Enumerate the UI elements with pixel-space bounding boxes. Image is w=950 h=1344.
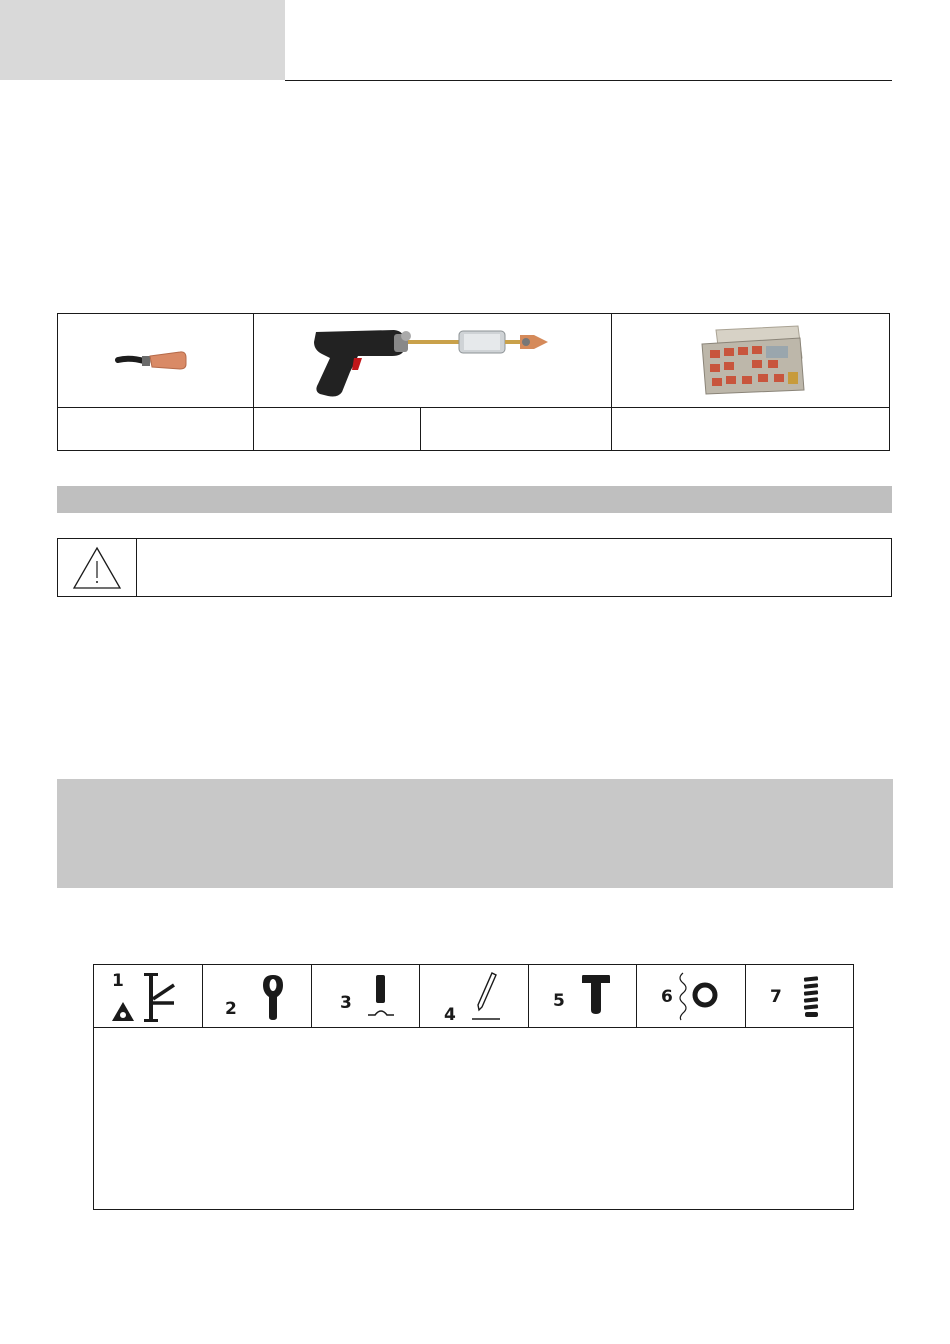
ground-clamp-cable-icon bbox=[58, 314, 253, 407]
t-stud-icon bbox=[581, 973, 611, 1015]
threaded-stud-icon bbox=[800, 975, 824, 1019]
accessory-label-cell bbox=[421, 408, 611, 450]
symbol-cell-3 bbox=[311, 965, 419, 1027]
symbol-cell-1 bbox=[94, 965, 202, 1027]
accessory-label-cell bbox=[612, 408, 889, 450]
accessory-image-cell bbox=[612, 314, 889, 407]
weld-symbols-table bbox=[93, 964, 854, 1210]
warning-divider bbox=[136, 539, 137, 596]
symbol-number: 5 bbox=[553, 991, 565, 1011]
symbol-cell-7 bbox=[745, 965, 853, 1027]
symbol-number: 7 bbox=[770, 987, 782, 1007]
header-tab-block bbox=[0, 0, 285, 80]
warning-triangle-icon bbox=[71, 545, 123, 591]
stud-welding-gun-with-slide-hammer-icon bbox=[254, 314, 611, 407]
note-panel bbox=[57, 779, 893, 888]
symbol-cell-6 bbox=[636, 965, 745, 1027]
symbols-row bbox=[94, 965, 853, 1028]
symbol-cell-2 bbox=[202, 965, 311, 1027]
accessory-label-cell bbox=[58, 408, 253, 450]
consumables-kit-box-icon bbox=[612, 314, 889, 407]
keyhole-stud-icon bbox=[261, 973, 285, 1021]
section-heading-bar bbox=[57, 486, 892, 513]
header-rule bbox=[285, 80, 892, 81]
symbol-number: 3 bbox=[340, 993, 352, 1013]
accessory-image-cell bbox=[58, 314, 253, 407]
accessories-table bbox=[57, 313, 890, 451]
ground-clamp-symbol-icon bbox=[108, 969, 188, 1025]
symbol-cell-4 bbox=[419, 965, 528, 1027]
warning-box bbox=[57, 538, 892, 597]
accessory-image-cell bbox=[254, 314, 611, 407]
accessory-label-cell bbox=[254, 408, 420, 450]
symbol-number: 4 bbox=[444, 1005, 456, 1025]
symbol-number: 1 bbox=[112, 971, 124, 991]
symbol-cell-5 bbox=[528, 965, 636, 1027]
carbon-electrode-icon bbox=[470, 969, 504, 1023]
symbol-number: 2 bbox=[225, 999, 237, 1019]
symbols-description-area bbox=[94, 1028, 853, 1209]
symbol-number: 6 bbox=[661, 987, 673, 1007]
pin-weld-icon bbox=[366, 973, 396, 1019]
washer-wavy-wire-icon bbox=[675, 971, 723, 1021]
